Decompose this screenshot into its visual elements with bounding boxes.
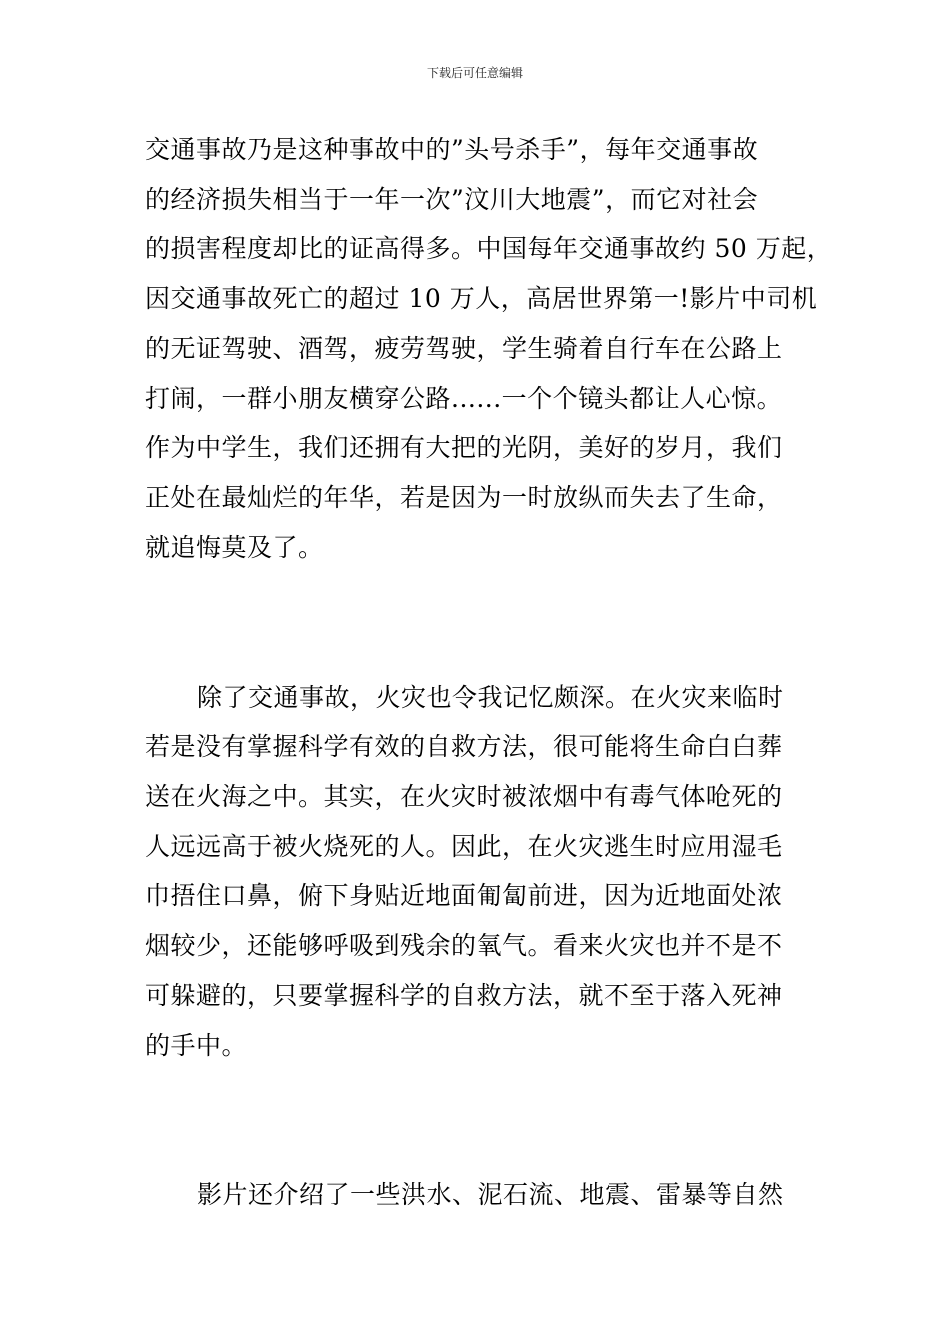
text-line: 的无证驾驶、酒驾，疲劳驾驶，学生骑着自行车在公路上 (145, 334, 783, 363)
page-header-note: 下载后可任意编辑 (426, 66, 523, 80)
text-line: 正处在最灿烂的年华，若是因为一时放纵而失去了生命， (145, 483, 783, 512)
text-line: 烟较少，还能够呼吸到残余的氧气。看来火灾也并不是不 (145, 931, 783, 960)
text-line: 的手中。 (145, 1031, 248, 1060)
text-line: 因交通事故死亡的超过 10 万人，高居世界第一!影片中司机 (145, 284, 818, 313)
text-line: 的损害程度却比的证高得多。中国每年交通事故约 50 万起， (145, 234, 833, 263)
text-line: 可躲避的，只要掌握科学的自救方法，就不至于落入死神 (145, 981, 783, 1010)
text-line: 送在火海之中。其实，在火灾时被浓烟中有毒气体呛死的 (145, 782, 783, 811)
text-line: 打闹，一群小朋友横穿公路......一个个镜头都让人心惊。 (145, 384, 783, 413)
text-line: 除了交通事故，火灾也令我记忆颇深。在火灾来临时 (197, 683, 784, 712)
text-line: 人远远高于被火烧死的人。因此，在火灾逃生时应用湿毛 (145, 832, 783, 861)
text-line: 就追悔莫及了。 (145, 533, 324, 562)
text-line: 巾捂住口鼻，俯下身贴近地面匍匐前进，因为近地面处浓 (145, 881, 783, 910)
text-line: 影片还介绍了一些洪水、泥石流、地震、雷暴等自然 (197, 1180, 784, 1209)
text-line: 的经济损失相当于一年一次”汶川大地震”，而它对社会 (145, 185, 759, 214)
text-line: 交通事故乃是这种事故中的”头号杀手”，每年交通事故 (145, 135, 759, 164)
text-line: 作为中学生，我们还拥有大把的光阴，美好的岁月，我们 (145, 433, 783, 462)
text-line: 若是没有掌握科学有效的自救方法，很可能将生命白白葬 (145, 732, 783, 761)
